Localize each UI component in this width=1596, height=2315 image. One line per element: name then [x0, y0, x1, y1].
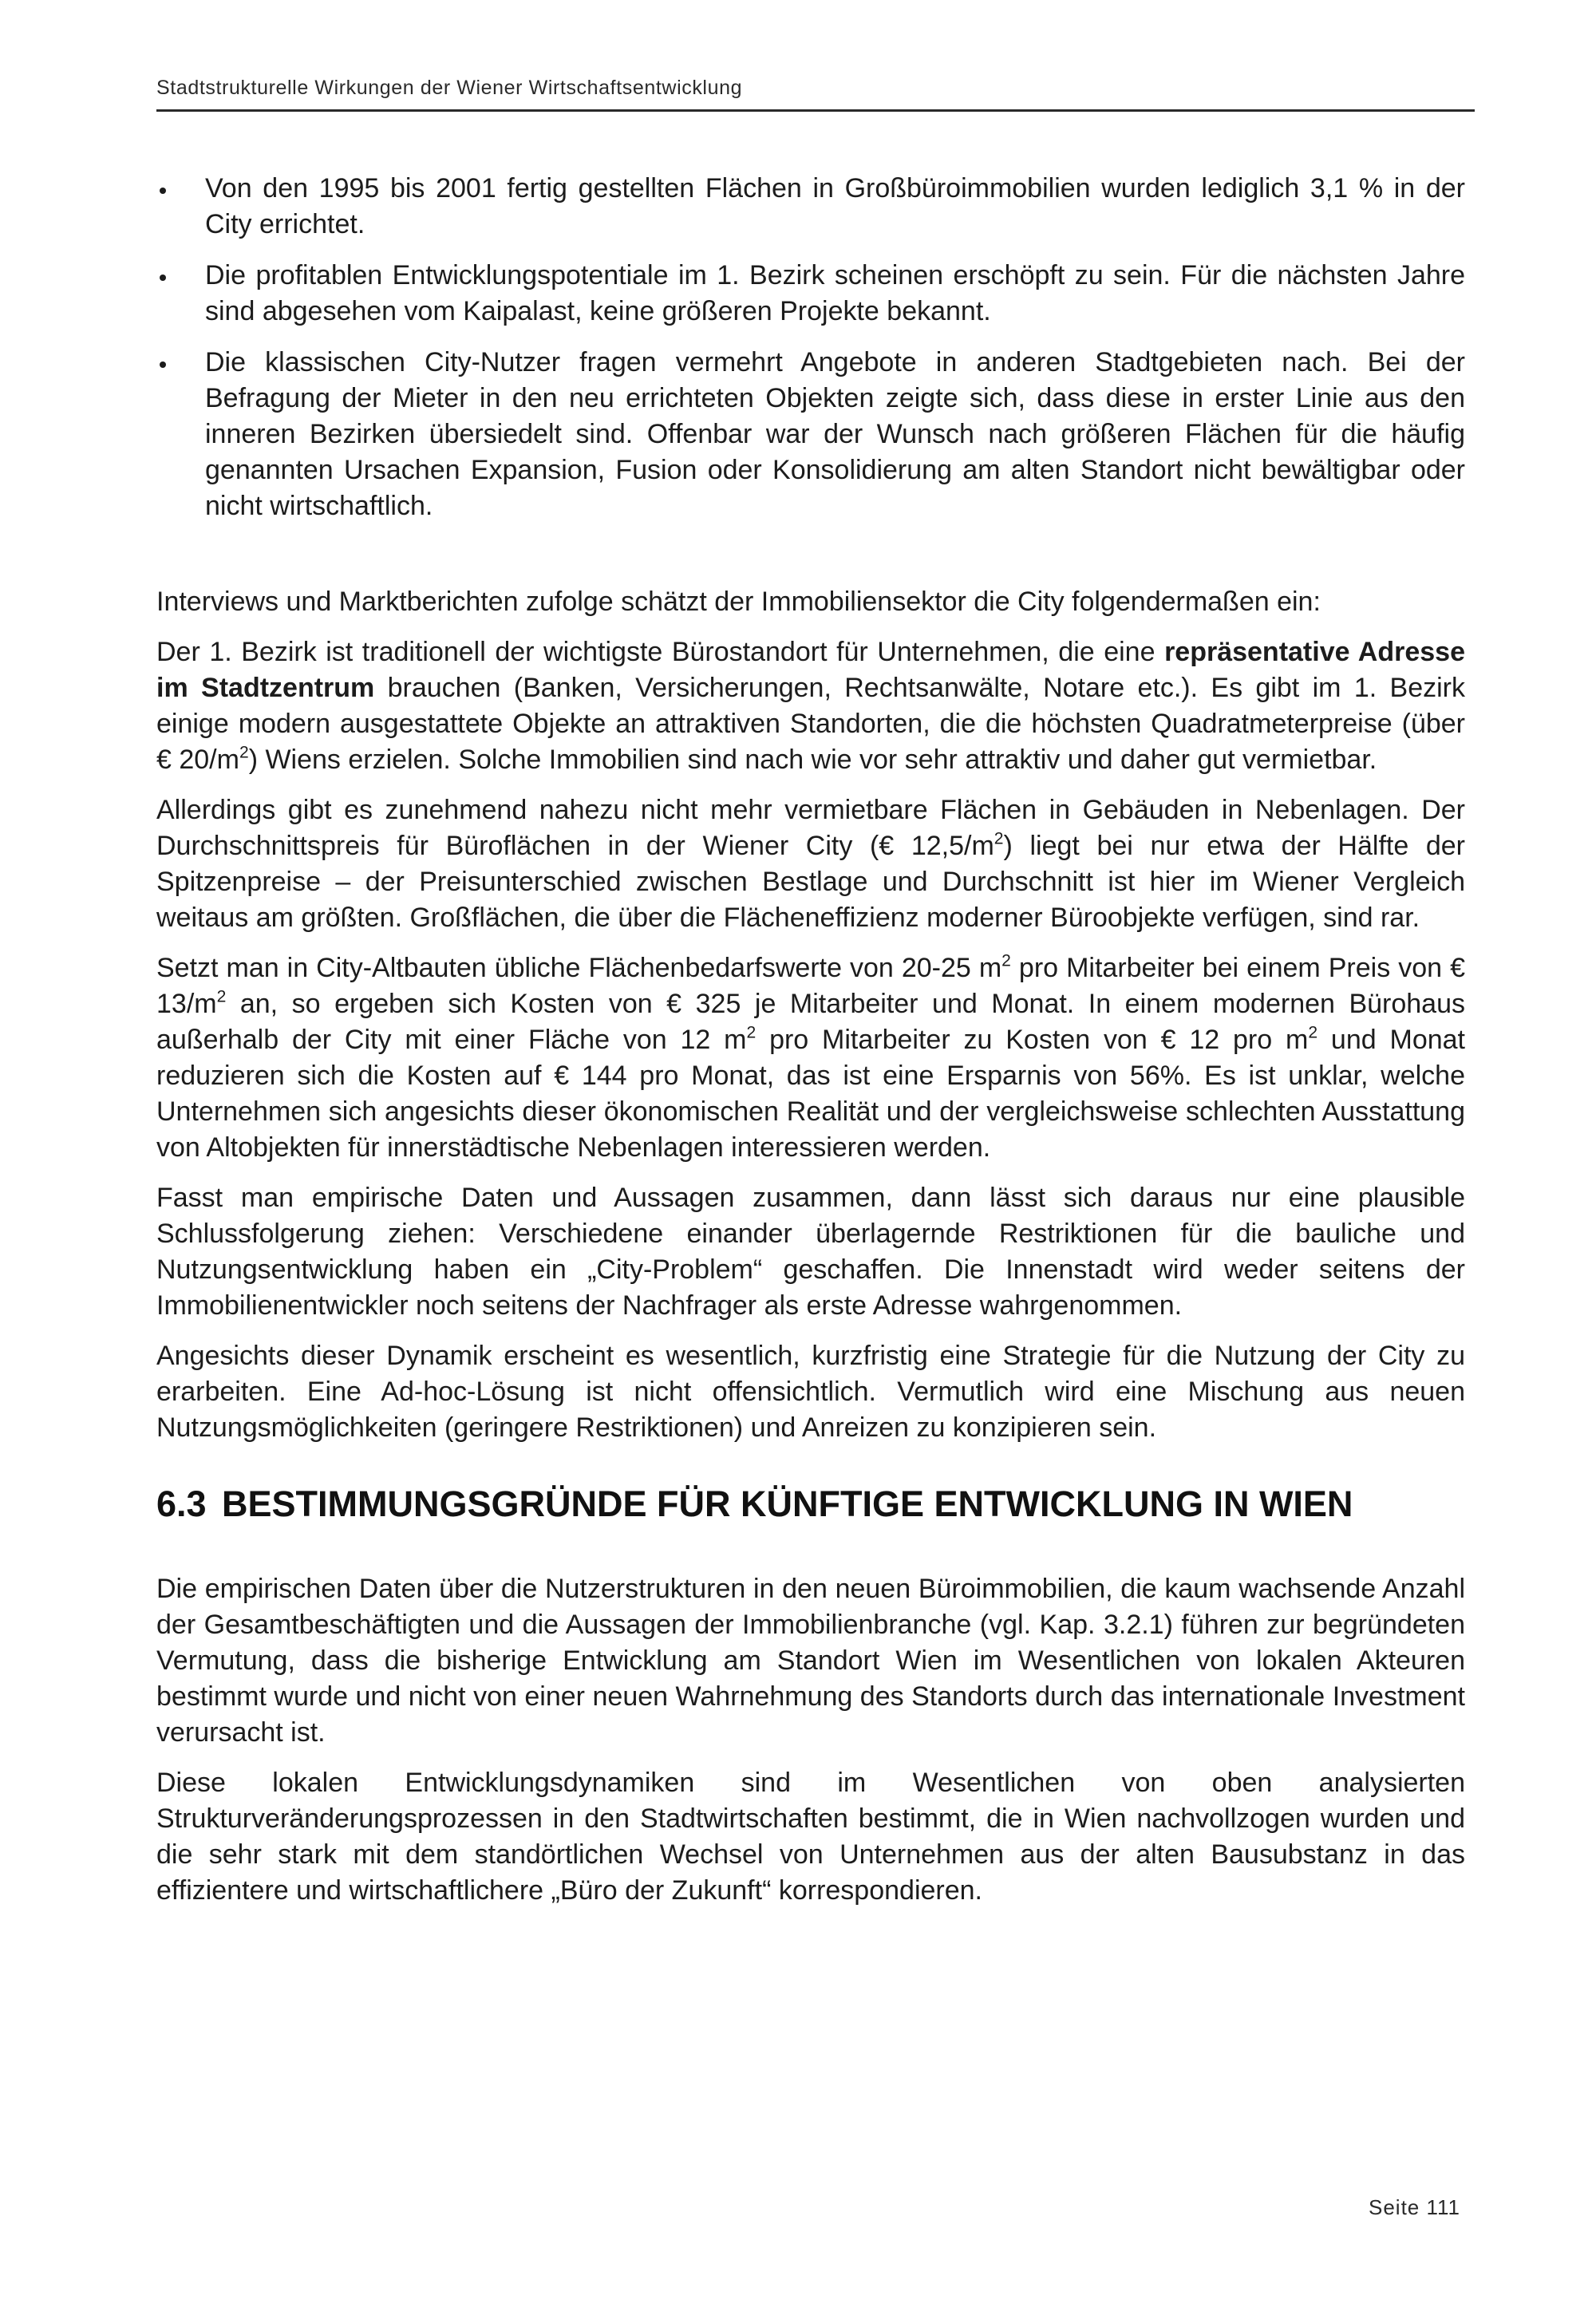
paragraph-secondary-locations: Allerdings gibt es zunehmend nahezu nicht mehr vermietbare Flächen in Gebäuden in Nebenlagen. Der Durchschnittspreis für Büroflächen in der Wiener City (€ $12,5/m^2$) liegt bei nur etwa der Hälfte der Spitzenpreise – der Preisunterschied zwischen Bestlage und Durchschnitt ist hier im Wiener Vergleich weitaus am größten. Großflächen, die über die Flächeneffizienz moderner Büroobjekte verfügen, sind rar.: [156, 795, 1466, 933]
bullet-text: Die profitablen Entwicklungspotentiale im 1. Bezirk scheinen erschöpft zu sein. Für die nächsten Jahre sind abgesehen vom Kaipalast, keine größeren Projekte bekannt.: [205, 260, 1465, 326]
section-paragraph: Die empirischen Daten über die Nutzerstrukturen in den neuen Büroimmobilien, die kaum wachsende Anzahl der Gesamtbeschäftigten und die Aussagen der Immobilienbranche (vgl. Kap. 3.2.1) führen zur begründeten Vermutung, dass die bisherige Entwicklung am Standort Wien im Wesentlichen von lokalen Akteuren bestimmt wurde und nicht von einer neuen Wahrnehmung des Standorts durch das internationale Investment verursacht ist.: [156, 1574, 1465, 1748]
section-paragraph: Diese lokalen Entwicklungsdynamiken sind im Wesentlichen von oben analysierten Strukturveränderungsprozessen in den Stadtwirtschaften bestimmt, die in Wien nachvollzogen wurden und die sehr stark mit dem standörtlichen Wechsel von Unternehmen aus der alten Bausubstanz in das effizientere und wirtschaftlichere „Büro der Zukunft“ korrespondieren.: [156, 1768, 1465, 1906]
intro-paragraph: Interviews und Marktberichten zufolge schätzt der Immobiliensektor die City folgendermaßen ein:: [156, 587, 1321, 617]
section-title: BESTIMMUNGSGRÜNDE FÜR KÜNFTIGE ENTWICKLUNG IN WIEN: [222, 1483, 1353, 1524]
bullet-text: Von den 1995 bis 2001 fertig gestellten Flächen in Großbüroimmobilien wurden lediglich 3,1 % in der City errichtet.: [205, 173, 1465, 239]
bullet-item: [156, 171, 1465, 243]
emphasis-text: repräsentative Adresse im Stadtzentrum: [156, 637, 1465, 703]
section-number: 6.3: [156, 1483, 207, 1524]
bullet-list: [156, 171, 1465, 524]
bullet-item: [156, 258, 1465, 330]
bullet-dot-icon: [160, 361, 166, 368]
bullet-text: Die klassischen City-Nutzer fragen vermehrt Angebote in anderen Stadtgebieten nach. Bei der Befragung der Mieter in den neu errichteten Objekten zeigte sich, dass diese in erster Linie aus den inneren Bezirken übersiedelt sind. Offenbar war der Wunsch nach größeren Flächen für die häufig genannten Ursachen Expansion, Fusion oder Konsolidierung am alten Standort nicht bewältigbar oder nicht wirtschaftlich.: [205, 347, 1465, 521]
paragraph-cost-comparison: Setzt man in City-Altbauten übliche Flächenbedarfswerte von 20-25 $m^2$ pro Mitarbeiter bei einem Preis von € $13/m^2$ an, so ergeben sich Kosten von € 325 je Mitarbeiter und Monat. In einem modernen Bürohaus außerhalb der City mit einer Fläche von 12 $m^2$ pro Mitarbeiter zu Kosten von € 12 pro $m^2$ und Monat reduzieren sich die Kosten auf € 144 pro Monat, das ist eine Ersparnis von 56%. Es ist unklar, welche Unternehmen sich angesichts dieser ökonomischen Realität und der vergleichsweise schlechten Ausstattung von Altobjekten für innerstädtische Nebenlagen interessieren werden.: [156, 951, 1465, 1163]
paragraph-strategy: Angesichts dieser Dynamik erscheint es wesentlich, kurzfristig eine Strategie für die Nutzung der City zu erarbeiten. Eine Ad-hoc-Lösung ist nicht offensichtlich. Vermutlich wird eine Mischung aus neuen Nutzungsmöglichkeiten (geringere Restriktionen) und Anreizen zu konzipieren sein.: [156, 1341, 1465, 1443]
paragraph-city-problem: Fasst man empirische Daten und Aussagen zusammen, dann lässt sich daraus nur eine plausible Schlussfolgerung ziehen: Verschiedene einander überlagernde Restriktionen für die bauliche und Nutzungsentwicklung haben ein „City-Problem“ geschaffen. Die Innenstadt wird weder seitens der Immobilienentwickler noch seitens der Nachfrager als erste Adresse wahrgenommen.: [156, 1183, 1465, 1321]
running-header: Stadtstrukturelle Wirkungen der Wiener Wirtschaftsentwicklung: [156, 77, 743, 99]
header-rule: [156, 109, 1475, 112]
page-number: Seite 111: [1368, 2195, 1460, 2219]
bullet-dot-icon: [160, 275, 166, 281]
bullet-item: [156, 345, 1465, 524]
paragraph-first-district: Der 1. Bezirk ist traditionell der wichtigste Bürostandort für Unternehmen, die eine repräsentative Adresse im Stadtzentrum brauchen (Banken, Versicherungen, Rechtsanwälte, Notare etc.). Es gibt im 1. Bezirk einige modern ausgestattete Objekte an attraktiven Standorten, die die höchsten Quadratmeterpreise (über € $20/m^2$) Wiens erzielen. Solche Immobilien sind nach wie vor sehr attraktiv und daher gut vermietbar.: [156, 637, 1465, 775]
bullet-dot-icon: [160, 188, 166, 194]
page-body: [156, 171, 1465, 1923]
section-heading: [156, 1481, 1465, 1527]
